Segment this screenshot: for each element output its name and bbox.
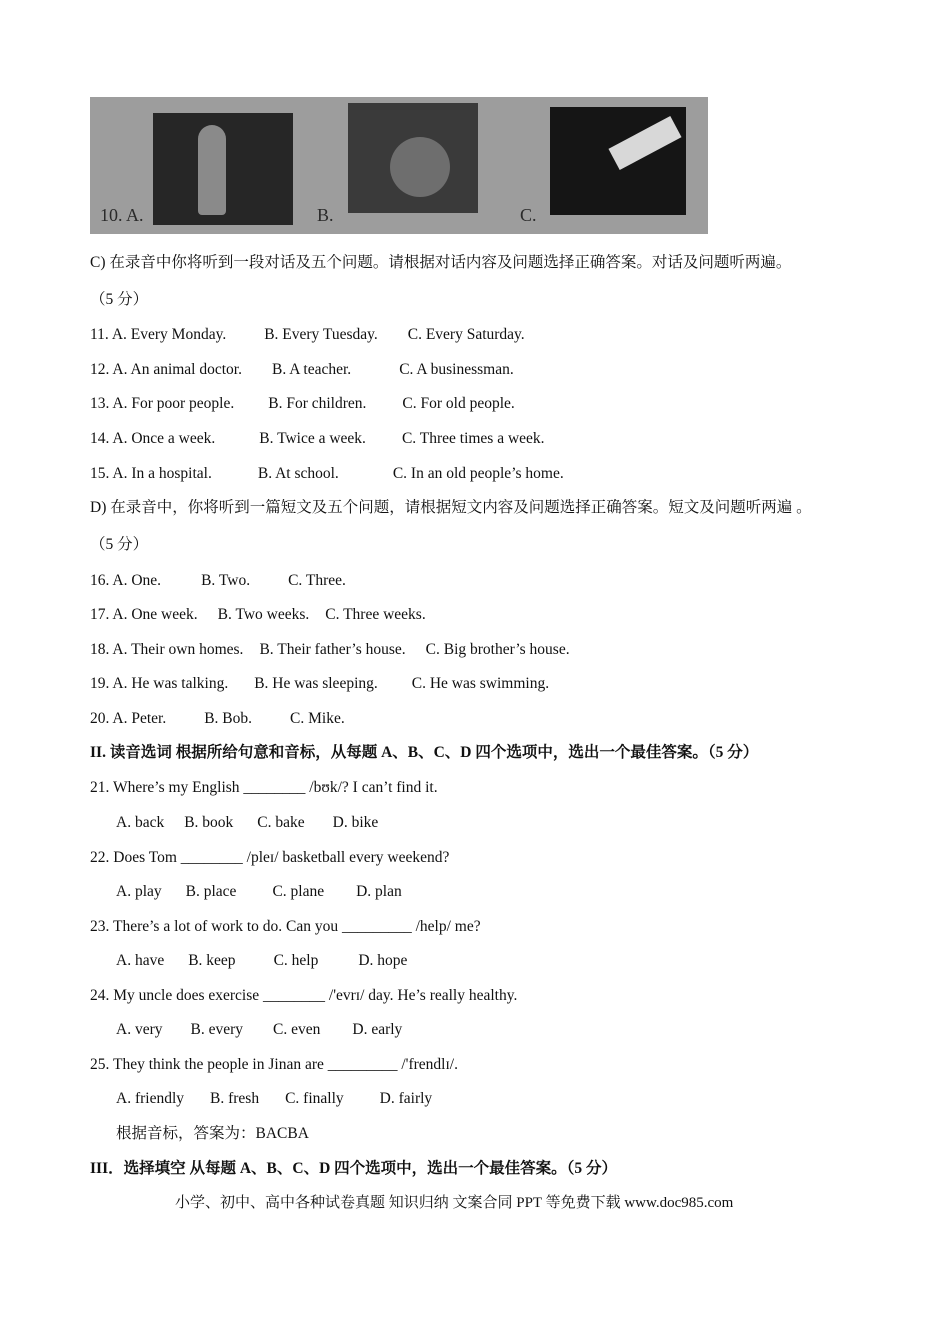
question-23-stem: 23. There’s a lot of work to do. Can you _________ /help/ me? (90, 918, 481, 935)
question-number: 12. (90, 361, 110, 378)
question-number: 14. (90, 430, 110, 447)
question-25-stem: 25. They think the people in Jinan are _________ /'frendlɪ/. (90, 1056, 458, 1073)
option-b: B. fresh (210, 1090, 260, 1107)
option-b: B. every (190, 1021, 244, 1038)
section-d-score: （5 分） (90, 536, 149, 553)
question-24-options (116, 1020, 402, 1040)
option-c: C. Big brother’s house. (425, 641, 570, 658)
option-d: D. early (352, 1021, 403, 1038)
option-b: B. book (184, 814, 234, 831)
question-14 (90, 429, 545, 449)
option-b: B. Twice a week. (259, 430, 366, 447)
answer-note: 根据音标，答案为：BACBA (116, 1125, 309, 1142)
option-a: A. In a hospital. (112, 465, 212, 482)
option-b: B. keep (188, 952, 236, 969)
option-b: B. place (185, 883, 237, 900)
question-11 (90, 325, 525, 345)
question-24-stem: 24. My uncle does exercise ________ /'evrɪ/ day. He’s really healthy. (90, 987, 518, 1004)
question-number: 18. (90, 641, 110, 658)
option-a: A. One. (112, 572, 162, 589)
question-18 (90, 640, 570, 660)
option-c: C. Mike. (290, 710, 345, 727)
section-c-instruction: C) 在录音中你将听到一段对话及五个问题。请根据对话内容及问题选择正确答案。对话及问题听两遍。 (90, 254, 792, 271)
option-a: A. Once a week. (112, 430, 216, 447)
option-c: C. Three weeks. (325, 606, 426, 623)
option-a: A. Every Monday. (111, 326, 227, 343)
question-17 (90, 605, 426, 625)
option-b: B. Two weeks. (217, 606, 310, 623)
question-number: 17. (90, 606, 110, 623)
question-22-options (116, 882, 402, 902)
option-a: A. play (116, 883, 162, 900)
option-c: C. In an old people’s home. (392, 465, 564, 482)
question-number: 16. (90, 572, 110, 589)
question-number: 11. (90, 326, 109, 343)
section-2-heading: II. 读音选词 根据所给句意和音标，从每题 A、B、C、D 四个选项中，选出一个最佳答案。（5 分） (90, 744, 759, 761)
section-3-heading: III．选择填空 从每题 A、B、C、D 四个选项中，选出一个最佳答案。（5 分） (90, 1160, 618, 1177)
question-22-stem: 22. Does Tom ________ /pleɪ/ basketball every weekend? (90, 849, 450, 866)
option-c: C. finally (285, 1090, 344, 1107)
option-d: D. fairly (379, 1090, 433, 1107)
option-c: C. For old people. (402, 395, 515, 412)
question-number: 19. (90, 675, 110, 692)
option-a: A. He was talking. (112, 675, 229, 692)
option-c: C. He was swimming. (411, 675, 550, 692)
option-c: C. plane (272, 883, 325, 900)
option-a: A. For poor people. (112, 395, 235, 412)
option-b: B. He was sleeping. (254, 675, 378, 692)
option-b: B. At school. (257, 465, 339, 482)
option-a: A. friendly (116, 1090, 185, 1107)
option-c: C. Three. (288, 572, 346, 589)
option-c: C. even (273, 1021, 321, 1038)
option-a: A. One week. (112, 606, 198, 623)
question-number: 13. (90, 395, 110, 412)
picture-label-b: B. (317, 205, 334, 225)
basketball-players-figure (390, 137, 450, 197)
question-13 (90, 394, 515, 414)
listening-pictures (90, 97, 708, 234)
picture-label-a: 10. A. (100, 205, 144, 225)
option-a: A. Their own homes. (112, 641, 244, 658)
option-b: B. Two. (201, 572, 251, 589)
option-b: B. Every Tuesday. (264, 326, 378, 343)
option-a: A. Peter. (112, 710, 167, 727)
singer-figure (198, 125, 226, 215)
question-21-stem: 21. Where’s my English ________ /bʊk/? I can’t find it. (90, 779, 438, 796)
option-d: D. bike (332, 814, 379, 831)
option-b: B. A teacher. (271, 361, 352, 378)
option-d: D. plan (356, 883, 402, 900)
option-a: A. back (116, 814, 165, 831)
option-a: A. have (116, 952, 165, 969)
question-20 (90, 709, 345, 729)
option-c: C. Three times a week. (401, 430, 545, 447)
option-d: D. hope (358, 952, 408, 969)
option-c: C. A businessman. (399, 361, 514, 378)
option-b: B. For children. (268, 395, 367, 412)
option-a: A. very (116, 1021, 163, 1038)
option-a: A. An animal doctor. (112, 361, 242, 378)
question-25-options (116, 1089, 432, 1109)
question-21-options (116, 813, 378, 833)
question-19 (90, 674, 549, 694)
page-footer: 小学、初中、高中各种试卷真题 知识归纳 文案合同 PPT 等免费下载 www.doc985.com (175, 1195, 734, 1211)
section-c-score: （5 分） (90, 291, 149, 308)
question-number: 15. (90, 465, 110, 482)
question-number: 20. (90, 710, 110, 727)
option-b: B. Bob. (204, 710, 253, 727)
option-c: C. bake (257, 814, 305, 831)
option-c: C. help (273, 952, 319, 969)
option-c: C. Every Saturday. (407, 326, 525, 343)
section-d-instruction: D) 在录音中，你将听到一篇短文及五个问题，请根据短文内容及问题选择正确答案。短文及问题听两遍 。 (90, 499, 812, 516)
picture-label-c: C. (520, 205, 537, 225)
question-12 (90, 360, 514, 380)
question-16 (90, 571, 346, 591)
question-23-options (116, 951, 407, 971)
question-15 (90, 464, 564, 484)
option-b: B. Their father’s house. (259, 641, 406, 658)
